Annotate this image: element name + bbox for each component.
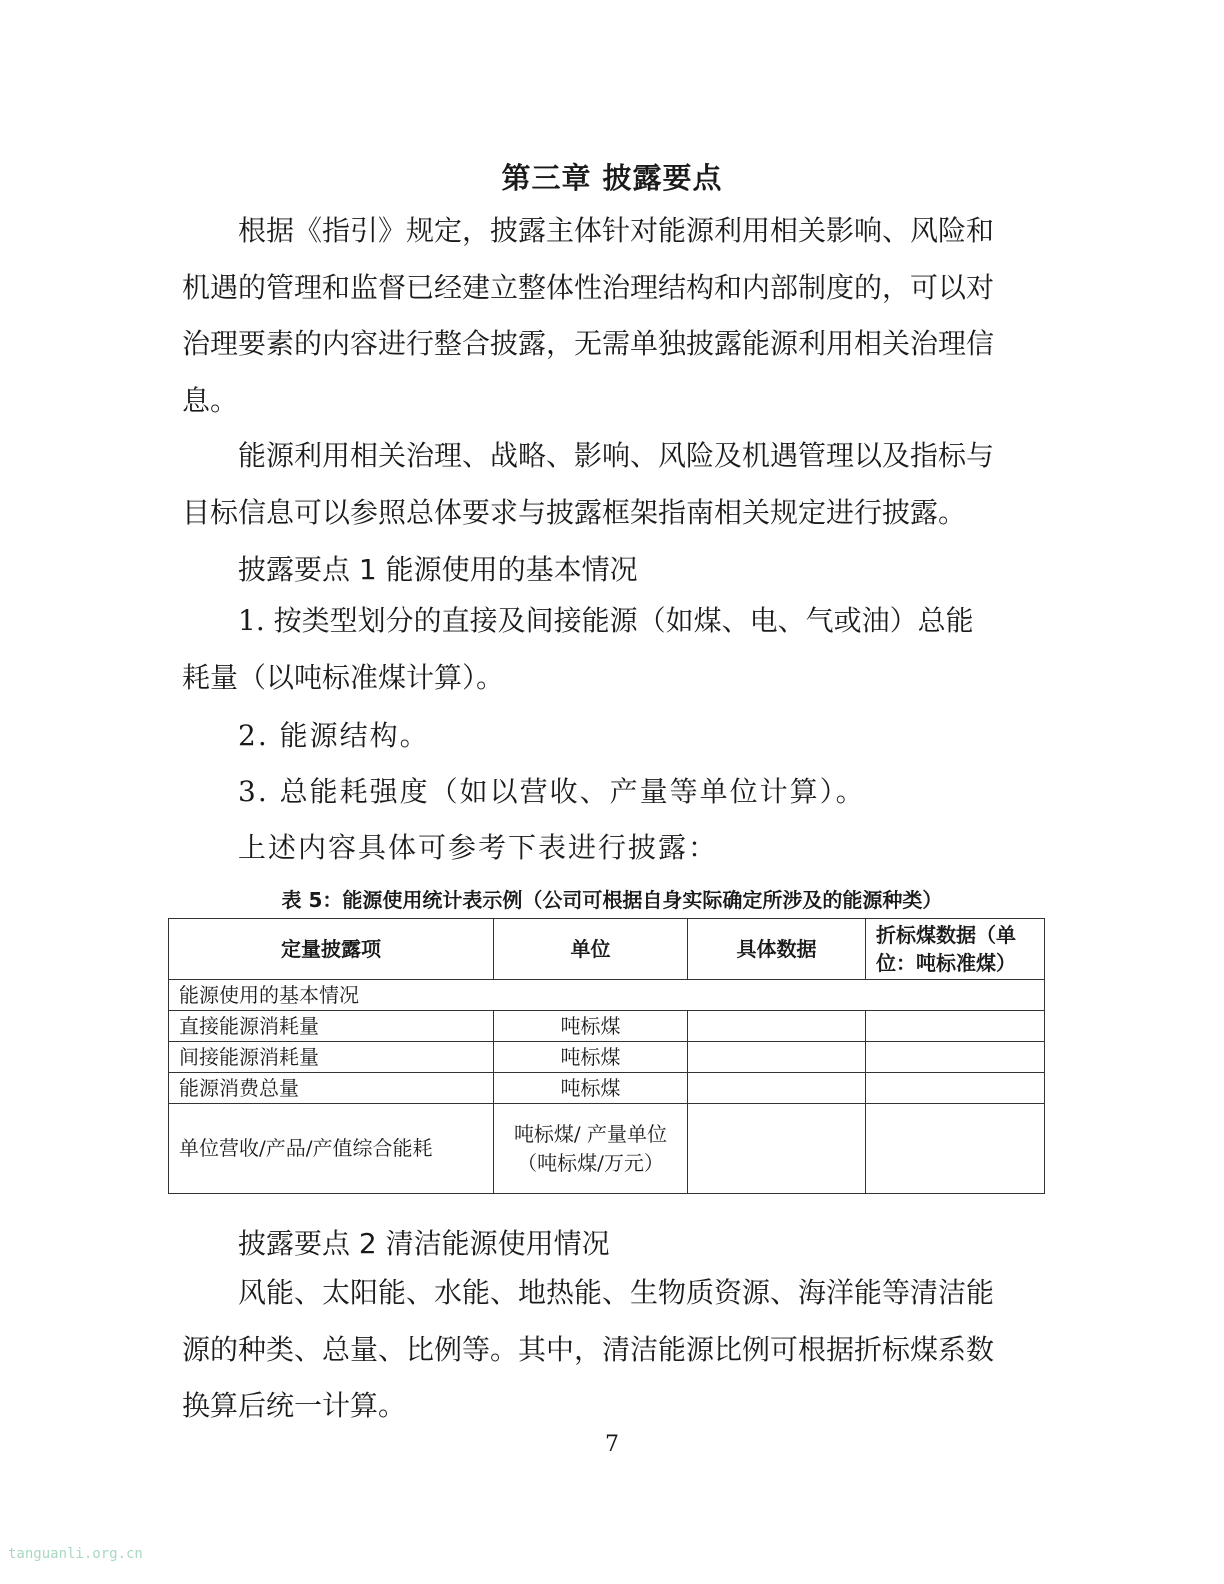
list-item-line: 1. 按类型划分的直接及间接能源（如煤、电、气或油）总能 <box>238 604 974 637</box>
page-number: 7 <box>605 1432 619 1457</box>
cell-data <box>688 1011 866 1042</box>
table-caption: 表 5：能源使用统计表示例（公司可根据自身实际确定所涉及的能源种类） <box>281 888 943 912</box>
section-heading-1: 披露要点 1 能源使用的基本情况 <box>238 553 638 586</box>
page-title: 第三章 披露要点 <box>501 161 723 195</box>
cell-coal <box>866 1104 1045 1194</box>
cell-item: 单位营收/产品/产值综合能耗 <box>169 1104 494 1194</box>
header-item: 定量披露项 <box>169 919 494 980</box>
table-intro: 上述内容具体可参考下表进行披露： <box>238 831 719 864</box>
list-item-3: 3. 总能耗强度（如以营收、产量等单位计算）。 <box>238 775 866 808</box>
paragraph-line: 根据《指引》规定，披露主体针对能源利用相关影响、风险和 <box>238 214 995 247</box>
list-item-1 <box>182 593 1034 706</box>
paragraph-line: 机遇的管理和监督已经建立整体性治理结构和内部制度的，可以对 <box>182 270 995 304</box>
header-data: 具体数据 <box>688 919 866 980</box>
paragraph-line: 能源利用相关治理、战略、影响、风险及机遇管理以及指标与 <box>238 439 995 472</box>
paragraph-framework <box>182 428 1034 541</box>
paragraph-line: 目标信息可以参照总体要求与披露框架指南相关规定进行披露。 <box>182 495 967 529</box>
cell-item: 能源消费总量 <box>169 1073 494 1104</box>
watermark: tanguanli.org.cn <box>8 1546 143 1562</box>
cell-unit: 吨标煤 <box>494 1073 688 1104</box>
list-item-line: 耗量（以吨标准煤计算）。 <box>182 660 505 694</box>
cell-data <box>688 1073 866 1104</box>
paragraph-line: 换算后统一计算。 <box>182 1389 407 1422</box>
cell-item: 间接能源消耗量 <box>169 1042 494 1073</box>
list-item-2: 2. 能源结构。 <box>238 719 430 752</box>
cell-coal <box>866 1042 1045 1073</box>
header-coal: 折标煤数据（单位：吨标准煤） <box>866 919 1045 980</box>
table-row <box>169 1073 1045 1104</box>
paragraph-line: 治理要素的内容进行整合披露，无需单独披露能源利用相关治理信 <box>182 327 995 360</box>
section-heading-2: 披露要点 2 清洁能源使用情况 <box>238 1227 610 1260</box>
paragraph-line: 源的种类、总量、比例等。其中，清洁能源比例可根据折标煤系数 <box>182 1332 995 1366</box>
energy-usage-table <box>168 918 1045 1194</box>
table-row <box>169 1042 1045 1073</box>
cell-data <box>688 1104 866 1194</box>
header-unit: 单位 <box>494 919 688 980</box>
paragraph-clean-energy <box>182 1265 1034 1435</box>
table-section-row <box>169 980 1045 1011</box>
cell-unit: 吨标煤 <box>494 1042 688 1073</box>
cell-coal <box>866 1011 1045 1042</box>
table-section-label: 能源使用的基本情况 <box>169 980 1045 1011</box>
cell-item: 直接能源消耗量 <box>169 1011 494 1042</box>
paragraph-line: 息。 <box>182 383 239 417</box>
table-row <box>169 1011 1045 1042</box>
cell-coal <box>866 1073 1045 1104</box>
paragraph-line: 风能、太阳能、水能、地热能、生物质资源、海洋能等清洁能 <box>238 1276 995 1309</box>
table-row <box>169 1104 1045 1194</box>
cell-unit: 吨标煤/ 产量单位（吨标煤/万元） <box>494 1104 688 1194</box>
paragraph-governance <box>182 203 1034 429</box>
cell-unit: 吨标煤 <box>494 1011 688 1042</box>
table-header-row <box>169 919 1045 980</box>
cell-data <box>688 1042 866 1073</box>
